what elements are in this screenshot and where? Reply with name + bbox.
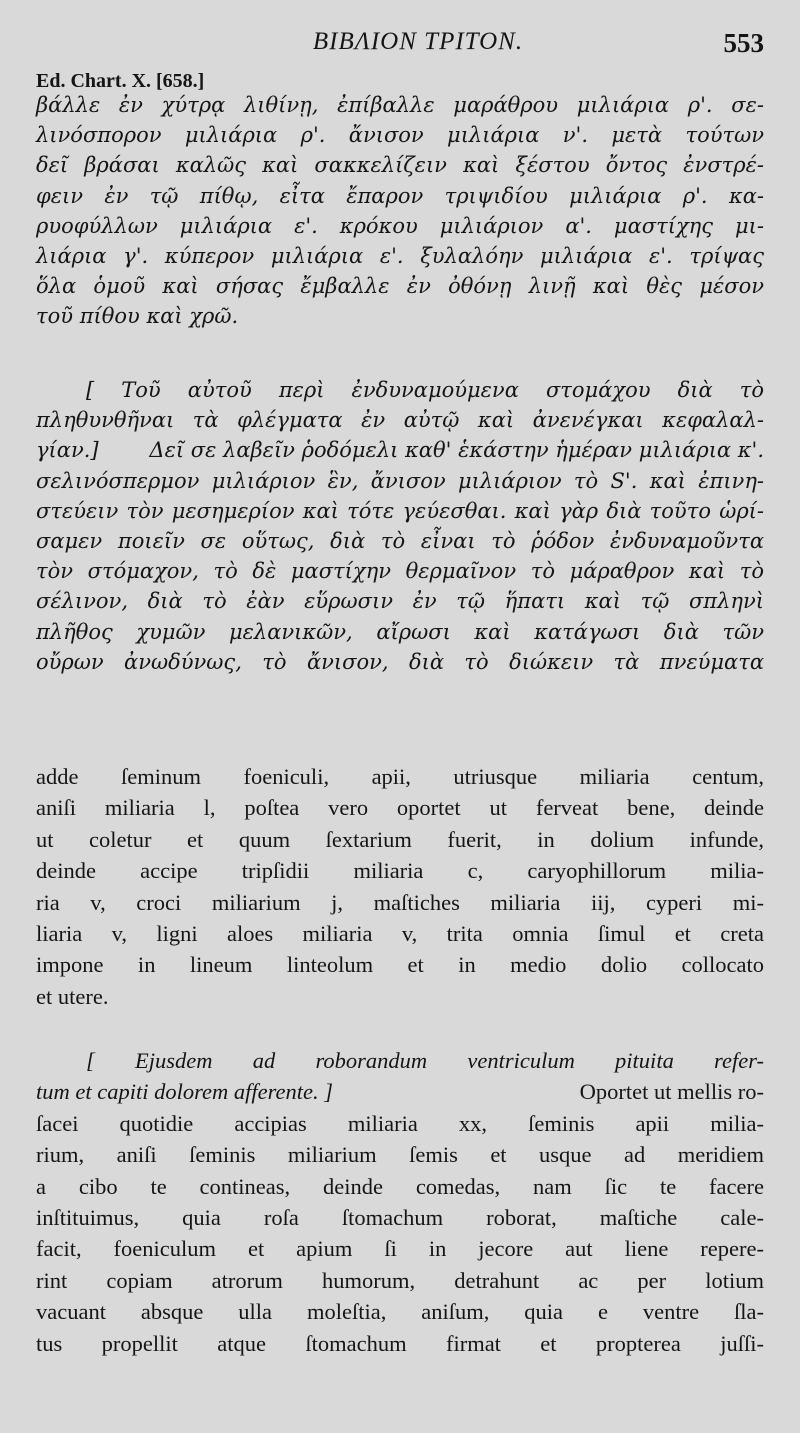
- text-line: Δεῖ σε λαβεῖν ῥοδόμελι καθ' ἑκάστην ἡμέραν μιλιάρια κ'.: [149, 438, 764, 463]
- text-line: ὅλα ὁμοῦ καὶ σήσας ἔμβαλλε ἐν ὀθόνῃ λινῇ καὶ θὲς μέσον: [36, 274, 764, 299]
- text-line: στεύειν τὸν μεσημερίον καὶ τότε γεύεσθαι. καὶ γὰρ διὰ τοῦτο ὡρί-: [36, 498, 764, 523]
- text-line: ut coletur et quum ſextarium fuerit, in dolium infunde,: [36, 826, 764, 852]
- text-line: δεῖ βράσαι καλῶς καὶ σακκελίζειν καὶ ξέστου ὄντος ἐνστρέ-: [36, 153, 764, 178]
- text-line: [36, 435, 764, 465]
- running-head: [36, 28, 764, 64]
- text-line: a cibo te contineas, deinde comedas, nam ſic te facere: [36, 1173, 764, 1199]
- greek-paragraph-2: [36, 375, 764, 677]
- edition-reference: Ed. Chart. X. [658.]: [36, 70, 205, 92]
- text-line: liaria v, ligni aloes miliaria v, trita omnia ſimul et creta: [36, 921, 764, 947]
- text-line: rint copiam atrorum humorum, detrahunt ac per lotium: [36, 1267, 764, 1293]
- text-line: inſtituimus, quia roſa ſtomachum roborat, maſtiche cale-: [36, 1205, 764, 1231]
- text-line: et utere.: [36, 983, 109, 1009]
- running-title: ΒΙΒΛΙΟΝ ΤΡΙΤΟΝ.: [312, 28, 524, 55]
- text-line: impone in lineum linteolum et in medio dolio collocato: [36, 952, 764, 978]
- greek-heading-line: γίαν.]: [36, 438, 99, 463]
- text-line: tus propellit atque ſtomachum firmat et propterea juſſi-: [36, 1330, 764, 1356]
- text-line: ſacei quotidie accipias miliaria xx, ſeminis apii milia-: [36, 1110, 764, 1136]
- text-line: σελινόσπερμον μιλιάριον ἓν, ἄνισον μιλιάριον τὸ S'. καὶ ἐπινη-: [36, 468, 764, 493]
- text-line: σέλινον, διὰ τὸ ἐὰν εὕρωσιν ἐν τῷ ἥπατι καὶ τῷ σπληνὶ: [36, 589, 764, 614]
- page-number: 553: [723, 28, 764, 58]
- text-line: Oportet ut mellis ro-: [579, 1079, 764, 1105]
- text-line: aniſi miliaria l, poſtea vero oportet ut ferveat bene, deinde: [36, 795, 764, 821]
- text-line: ria v, croci miliarium j, maſtiches miliaria iij, cyperi mi-: [36, 889, 764, 915]
- text-line: deinde accipe tripſidii miliaria c, caryophillorum milia-: [36, 858, 764, 884]
- latin-heading-line: tum et capiti dolorem afferente. ]: [36, 1079, 334, 1105]
- text-line: τὸν στόμαχον, τὸ δὲ μαστίχην θερμαῖνον τὸ μάραθρον καὶ τὸ: [36, 559, 764, 584]
- greek-heading-line: πληθυνθῆναι τὰ φλέγματα ἐν αὐτῷ καὶ ἀνενέγκαι κεφαλαλ-: [36, 408, 764, 433]
- text-line: [36, 1076, 764, 1107]
- latin-heading-line: [ Ejusdem ad roborandum ventriculum pituita refer-: [86, 1048, 764, 1073]
- text-line: λινόσπορον μιλιάρια ρ'. ἄνισον μιλιάρια ν'. μετὰ τούτων: [36, 123, 764, 148]
- latin-paragraph-2: [36, 1045, 764, 1359]
- text-line: λιάρια γ'. κύπερον μιλιάρια ε'. ξυλαλόην μιλιάρια ε'. τρίψας: [36, 244, 764, 269]
- greek-heading-line: [ Τοῦ αὐτοῦ περὶ ἐνδυναμούμενα στομάχου διὰ τὸ: [86, 378, 764, 402]
- text-line: τοῦ πίθου καὶ χρῶ.: [36, 304, 239, 329]
- text-line: φειν ἐν τῷ πίθῳ, εἶτα ἔπαρον τριψιδίου μιλιάρια ρ'. κα-: [36, 183, 764, 208]
- text-line: vacuant absque ulla moleſtia, aniſum, quia e ventre ſla-: [36, 1299, 764, 1325]
- text-line: adde ſeminum foeniculi, apii, utriusque miliaria centum,: [36, 764, 764, 789]
- text-line: rium, aniſi ſeminis miliarium ſemis et usque ad meridiem: [36, 1142, 764, 1168]
- text-line: ρυοφύλλων μιλιάρια ε'. κρόκου μιλιάριον α'. μαστίχης μι-: [36, 213, 764, 238]
- text-line: facit, foeniculum et apium ſi in jecore aut liene repere-: [36, 1236, 764, 1262]
- latin-paragraph-1: [36, 761, 764, 1012]
- greek-paragraph-1: [36, 90, 764, 332]
- text-line: πλῆθος χυμῶν μελανικῶν, αἴρωσι καὶ κατάγωσι διὰ τῶν: [36, 619, 764, 644]
- text-line: βάλλε ἐν χύτρᾳ λιθίνῃ, ἐπίβαλλε μαράθρου μιλιάρια ρ'. σε-: [36, 93, 764, 117]
- text-line: οὔρων ἀνωδύνως, τὸ ἄνισον, διὰ τὸ διώκειν τὰ πνεύματα: [36, 649, 764, 674]
- text-line: σαμεν ποιεῖν σε οὕτως, διὰ τὸ εἶναι τὸ ῥόδον ἐνδυναμοῦντα: [36, 529, 764, 554]
